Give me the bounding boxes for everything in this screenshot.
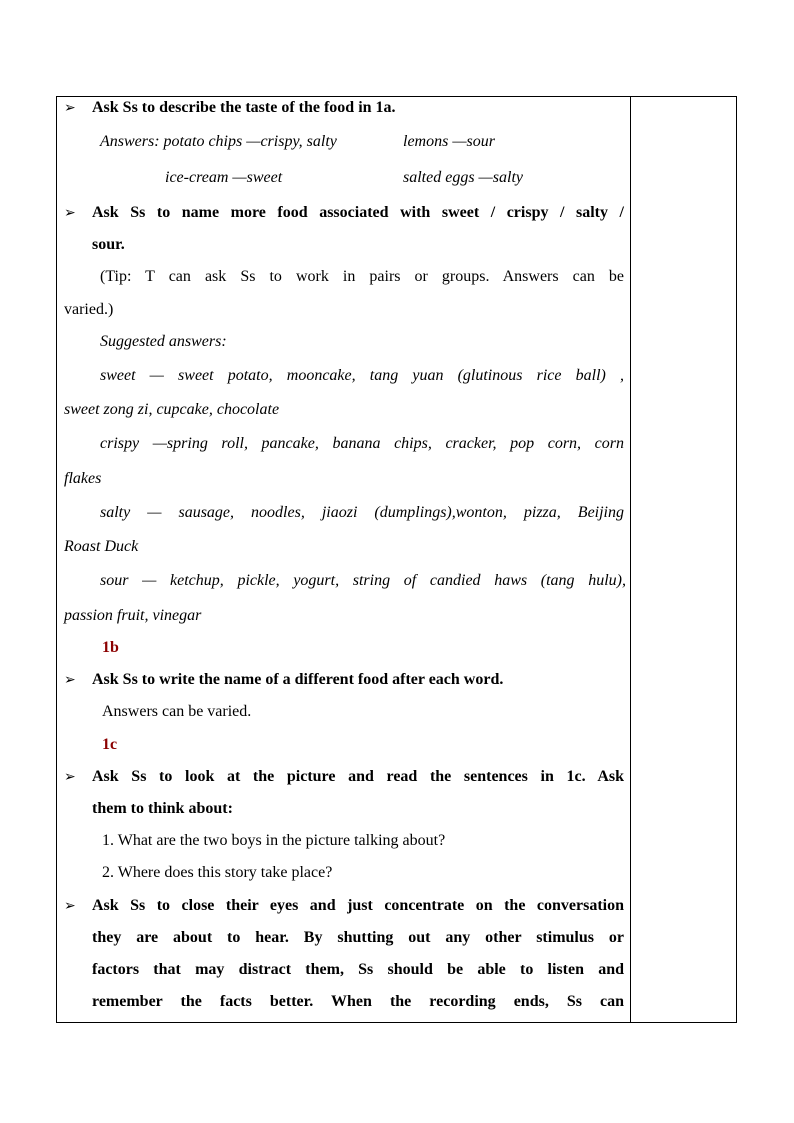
answer-potato-chips: Answers: potato chips —crispy, salty [100, 133, 337, 150]
suggested-crispy-cont: flakes [64, 470, 102, 487]
suggested-salty: salty — sausage, noodles, jiaozi (dumplings),wonton, pizza, Beijing [100, 504, 624, 521]
suggested-crispy: crispy —spring roll, pancake, banana chips, cracker, pop corn, corn [100, 435, 624, 452]
suggested-sour-cont: passion fruit, vinegar [64, 607, 202, 624]
suggested-answers-heading: Suggested answers: [100, 333, 227, 350]
instruction-describe-taste: Ask Ss to describe the taste of the food in 1a. [92, 99, 396, 116]
bullet-arrow-icon: ➢ [64, 672, 76, 688]
suggested-sour: sour — ketchup, pickle, yogurt, string of candied haws (tang hulu), [100, 572, 626, 589]
column-divider [630, 96, 631, 1023]
suggested-salty-cont: Roast Duck [64, 538, 139, 555]
section-1b-heading: 1b [102, 639, 119, 656]
instruction-look-at-picture-cont: them to think about: [92, 800, 233, 817]
instruction-close-eyes-l4: remember the facts better. When the recording ends, Ss can [92, 993, 624, 1010]
lesson-table [56, 96, 737, 1023]
bullet-arrow-icon: ➢ [64, 100, 76, 116]
bullet-arrow-icon: ➢ [64, 205, 76, 221]
answer-salted-eggs: salted eggs —salty [403, 169, 523, 186]
instruction-write-food-name: Ask Ss to write the name of a different food after each word. [92, 671, 504, 688]
instruction-close-eyes-l2: they are about to hear. By shutting out any other stimulus or [92, 929, 624, 946]
instruction-name-more-food: Ask Ss to name more food associated with sweet / crispy / salty / [92, 204, 624, 221]
instruction-look-at-picture: Ask Ss to look at the picture and read the sentences in 1c. Ask [92, 768, 624, 785]
tip-text-cont: varied.) [64, 301, 114, 318]
suggested-sweet-cont: sweet zong zi, cupcake, chocolate [64, 401, 280, 418]
section-1c-heading: 1c [102, 736, 118, 753]
suggested-sweet: sweet — sweet potato, mooncake, tang yuan (glutinous rice ball) , [100, 367, 624, 384]
tip-text: (Tip: T can ask Ss to work in pairs or groups. Answers can be [100, 268, 624, 285]
question-1: 1. What are the two boys in the picture talking about? [102, 832, 446, 849]
instruction-name-more-food-cont: sour. [92, 236, 125, 253]
instruction-close-eyes-l3: factors that may distract them, Ss should be able to listen and [92, 961, 624, 978]
answer-ice-cream: ice-cream —sweet [165, 169, 283, 186]
bullet-arrow-icon: ➢ [64, 769, 76, 785]
section-1b-note: Answers can be varied. [102, 703, 252, 720]
bullet-arrow-icon: ➢ [64, 898, 76, 914]
instruction-close-eyes: Ask Ss to close their eyes and just concentrate on the conversation [92, 897, 624, 914]
answer-lemons: lemons —sour [403, 133, 496, 150]
question-2: 2. Where does this story take place? [102, 864, 333, 881]
